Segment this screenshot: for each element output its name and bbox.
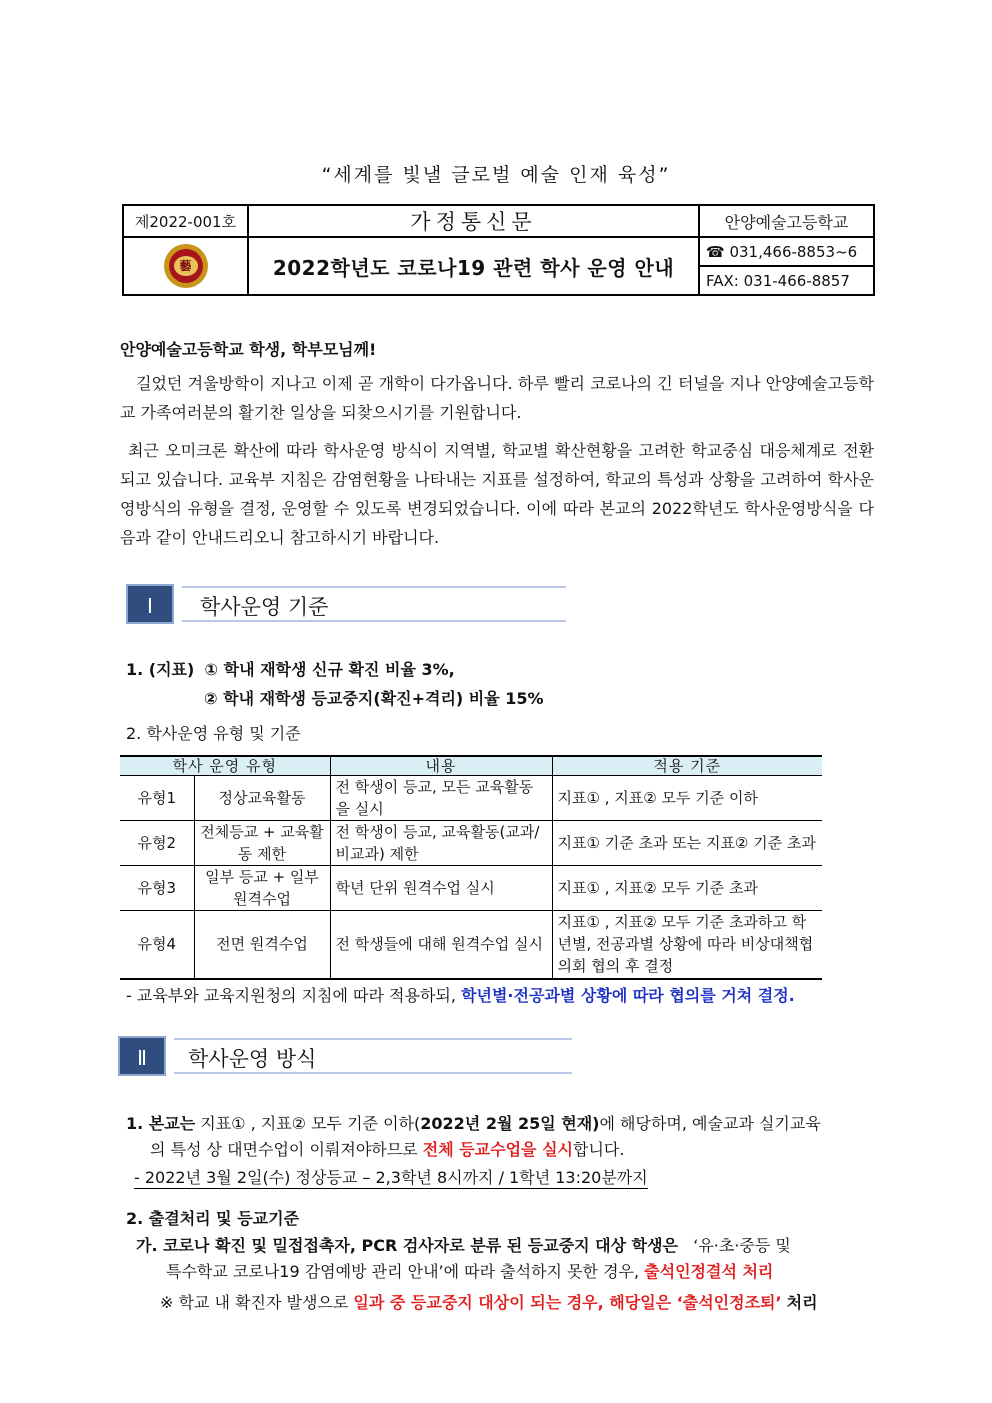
school-name: 안양예술고등학교 (699, 205, 874, 237)
row-criteria: 지표① 기준 초과 또는 지표② 기준 초과 (552, 821, 822, 866)
row-content: 전 학생이 등교, 모든 교육활동을 실시 (330, 776, 552, 821)
th-type: 학사 운영 유형 (120, 756, 330, 776)
attendance-line-2 (166, 1259, 773, 1282)
row-criteria: 지표① , 지표② 모두 기준 초과하고 학년별, 전공과별 상황에 따라 비상대책협의회 협의 후 결정 (552, 911, 822, 979)
row-content: 전 학생이 등교, 교육활동(교과/비교과) 제한 (330, 821, 552, 866)
attendance-title: 2. 출결처리 및 등교기준 (126, 1209, 300, 1228)
row-content: 전 학생들에 대해 원격수업 실시 (330, 911, 552, 979)
attendance-highlight: 출석인정결석 처리 (644, 1262, 774, 1281)
indicator-2: ② 학내 재학생 등교중지(확진+격리) 비율 15% (204, 689, 544, 708)
policy-line-2 (150, 1137, 624, 1160)
row-name: 정상교육활동 (194, 776, 330, 821)
row-criteria: 지표① , 지표② 모두 기준 초과 (552, 866, 822, 911)
policy-highlight: 전체 등교수업을 실시 (422, 1140, 573, 1159)
section-2-number: Ⅱ (118, 1036, 166, 1076)
row-criteria: 지표① , 지표② 모두 기준 이하 (552, 776, 822, 821)
phone-number: ☎ 031,466-8853~6 (699, 237, 874, 266)
note-emphasis: 학년별·전공과별 상황에 따라 협의를 거쳐 결정. (461, 986, 795, 1005)
note-prefix: - 교육부와 교육지원청의 지침에 따라 적용하되, (126, 986, 456, 1005)
table-row (120, 866, 822, 911)
intro-paragraph-2: 최근 오미크론 확산에 따라 학사운영 방식이 지역별, 학교별 확산현황을 고려한 학교중심 대응체계로 전환되고 있습니다. 교육부 지침은 감염현황을 나타내는 지표를 설정하여, 학교의 특성과 상황을 고려하여 학사운영방식의 유형을 결정, 운영할 수 있도록 변경되었습니다. 이에 따라 본교의 2022학년도 학사운영방식을 다음과 같이 안내드리오니 참고하시기 바랍니다. (120, 441, 874, 547)
fax-number: FAX: 031-466-8857 (699, 266, 874, 295)
th-criteria: 적용 기준 (552, 756, 822, 776)
document-header (122, 204, 875, 296)
attendance-note-b: 처리 (786, 1293, 818, 1312)
section-1-title: 학사운영 기준 (200, 595, 329, 619)
row-type: 유형4 (120, 911, 194, 979)
row-name: 일부 등교 + 일부 원격수업 (194, 866, 330, 911)
section-2-heading-bar (174, 1038, 572, 1074)
table-note (126, 983, 795, 1006)
attendance-heading (126, 1206, 299, 1229)
policy-text-a: 지표① , 지표② 모두 기준 이하( (200, 1114, 421, 1133)
attendance-note (160, 1290, 818, 1313)
row-content: 학년 단위 원격수업 실시 (330, 866, 552, 911)
indicator-line-2 (204, 686, 544, 709)
attendance-text-a3: 특수학교 코로나19 감염예방 관리 안내’에 따라 출석하지 못한 경우, (166, 1262, 640, 1281)
logo-cell (123, 237, 248, 295)
policy-text-d: 합니다. (572, 1140, 625, 1159)
table-row (120, 776, 822, 821)
row-type: 유형1 (120, 776, 194, 821)
school-motto: “세계를 빛낼 글로벌 예술 인재 육성” (321, 164, 671, 186)
row-type: 유형2 (120, 821, 194, 866)
attendance-line-1 (136, 1233, 791, 1256)
row-name: 전체등교 + 교육활동 제한 (194, 821, 330, 866)
school-logo-icon: 藝 (164, 244, 208, 288)
operation-types-table (120, 755, 822, 980)
attendance-note-highlight: 일과 중 등교중지 대상이 되는 경우, 해당일은 ‘출석인정조퇴’ (353, 1293, 782, 1312)
school-start-note: - 2022년 3월 2일(수) 정상등교 – 2,3학년 8시까지 / 1학년 13:20분까지 (134, 1165, 648, 1189)
indicator-1: ① 학내 재학생 신규 확진 비율 3%, (204, 660, 455, 679)
section-1-number: Ⅰ (126, 584, 174, 624)
greeting: 안양예술고등학교 학생, 학부모님께! (120, 340, 377, 359)
attendance-text-a2: ‘유·초·중등 및 (693, 1236, 791, 1255)
policy-date: 2022년 2월 25일 현재) (420, 1114, 600, 1133)
indicator-line-1 (126, 657, 455, 680)
table-row (120, 821, 822, 866)
th-content: 내용 (330, 756, 552, 776)
table-header-row (120, 756, 822, 776)
document-subject: 2022학년도 코로나19 관련 학사 운영 안내 (248, 237, 699, 295)
attendance-note-a: ※ 학교 내 확진자 발생으로 (160, 1293, 349, 1312)
document-number: 제2022-001호 (123, 205, 248, 237)
row-name: 전면 원격수업 (194, 911, 330, 979)
row-type: 유형3 (120, 866, 194, 911)
policy-num: 1. 본교는 (126, 1114, 196, 1133)
policy-line-1 (126, 1111, 821, 1134)
policy-text-c: 의 특성 상 대면수업이 이뤄져야하므로 (150, 1140, 418, 1159)
policy-text-b: 에 해당하며, 예술교과 실기교육 (599, 1114, 821, 1133)
document-type: 가정통신문 (248, 205, 699, 237)
indicator-prefix: 1. (지표) (126, 660, 195, 679)
table-caption: 2. 학사운영 유형 및 기준 (126, 724, 301, 743)
intro-paragraph-1: 길었던 겨울방학이 지나고 이제 곧 개학이 다가옵니다. 하루 빨리 코로나의 긴 터널을 지나 안양예술고등학교 가족여러분의 활기찬 일상을 되찾으시기를 기원합니다. (120, 374, 874, 422)
section-2-title: 학사운영 방식 (188, 1047, 317, 1071)
table-row (120, 911, 822, 979)
attendance-text-a1: 가. 코로나 확진 및 밀접접촉자, PCR 검사자로 분류 된 등교중지 대상 학생은 (136, 1236, 678, 1255)
section-1-heading-bar (182, 586, 566, 622)
